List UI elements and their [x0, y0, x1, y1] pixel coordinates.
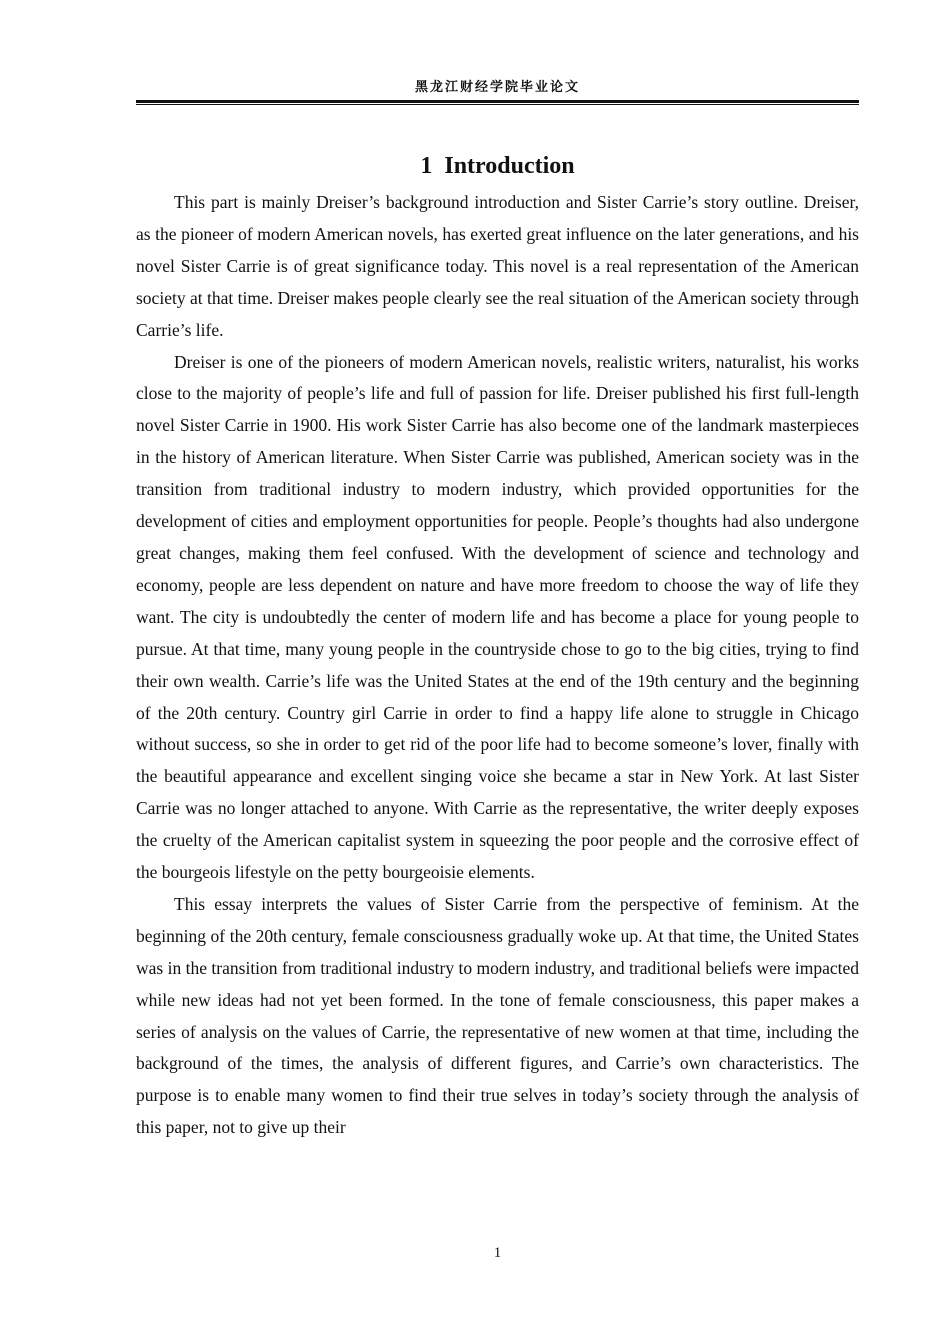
- paragraph-1: This part is mainly Dreiser’s background introduction and Sister Carrie’s story outline. Dreiser, as the pioneer of modern American novels, has exerted great influence on the later generations, and his novel Sister Carrie is of great significance today. This novel is a real representation of the American society at that time. Dreiser makes people clearly see the real situation of the American society through Carrie’s life.: [136, 192, 859, 340]
- body-text: [136, 187, 859, 1144]
- page-number: 1: [493, 1245, 502, 1261]
- paragraph-3: This essay interprets the values of Sister Carrie from the perspective of feminism. At the beginning of the 20th century, female consciousness gradually woke up. At that time, the United States was in the transition from traditional industry to modern industry, and traditional beliefs were impacted while new ideas had not yet been formed. In the tone of female consciousness, this paper makes a series of analysis on the values of Carrie, the representative of new women at that time, including the background of the times, the analysis of different figures, and Carrie’s own characteristics. The purpose is to enable many women to find their true selves in today’s society through the analysis of this paper, not to give up their: [136, 893, 859, 1138]
- running-header: 黑龙江财经学院毕业论文: [414, 80, 580, 95]
- paragraph-2: Dreiser is one of the pioneers of modern American novels, realistic writers, naturalist, his works close to the majority of people’s life and full of passion for life. Dreiser published his first full-length novel Sister Carrie in 1900. His work Sister Carrie has also become one of the landmark masterpieces in the history of American literature. When Sister Carrie was published, American society was in the transition from traditional industry to modern industry, which provided opportunities for the development of cities and employment opportunities for people. People’s thoughts had also undergone great changes, making them feel confused. With the development of science and technology and economy, people are less dependent on nature and have more freedom to choose the way of life they want. The city is undoubtedly the center of modern life and has become a place for young people to pursue. At that time, many young people in the countryside chose to go to the big cities, trying to find their own wealth. Carrie’s life was the United States at the end of the 19th century and the beginning of the 20th century. Country girl Carrie in order to find a happy life alone to struggle in Chicago without success, so she in order to get rid of the poor life had to become someone’s lover, finally with the beautiful appearance and excellent singing voice she became a star in New York. At last Sister Carrie was no longer attached to anyone. With Carrie as the representative, the writer deeply exposes the cruelty of the American capitalist system in squeezing the poor people and the corrosive effect of the bourgeois lifestyle on the petty bourgeoisie elements.: [136, 351, 859, 883]
- header-rule-thick: [136, 100, 859, 103]
- header-rule-thin: [136, 104, 859, 105]
- section-title: 1 Introduction: [420, 153, 575, 180]
